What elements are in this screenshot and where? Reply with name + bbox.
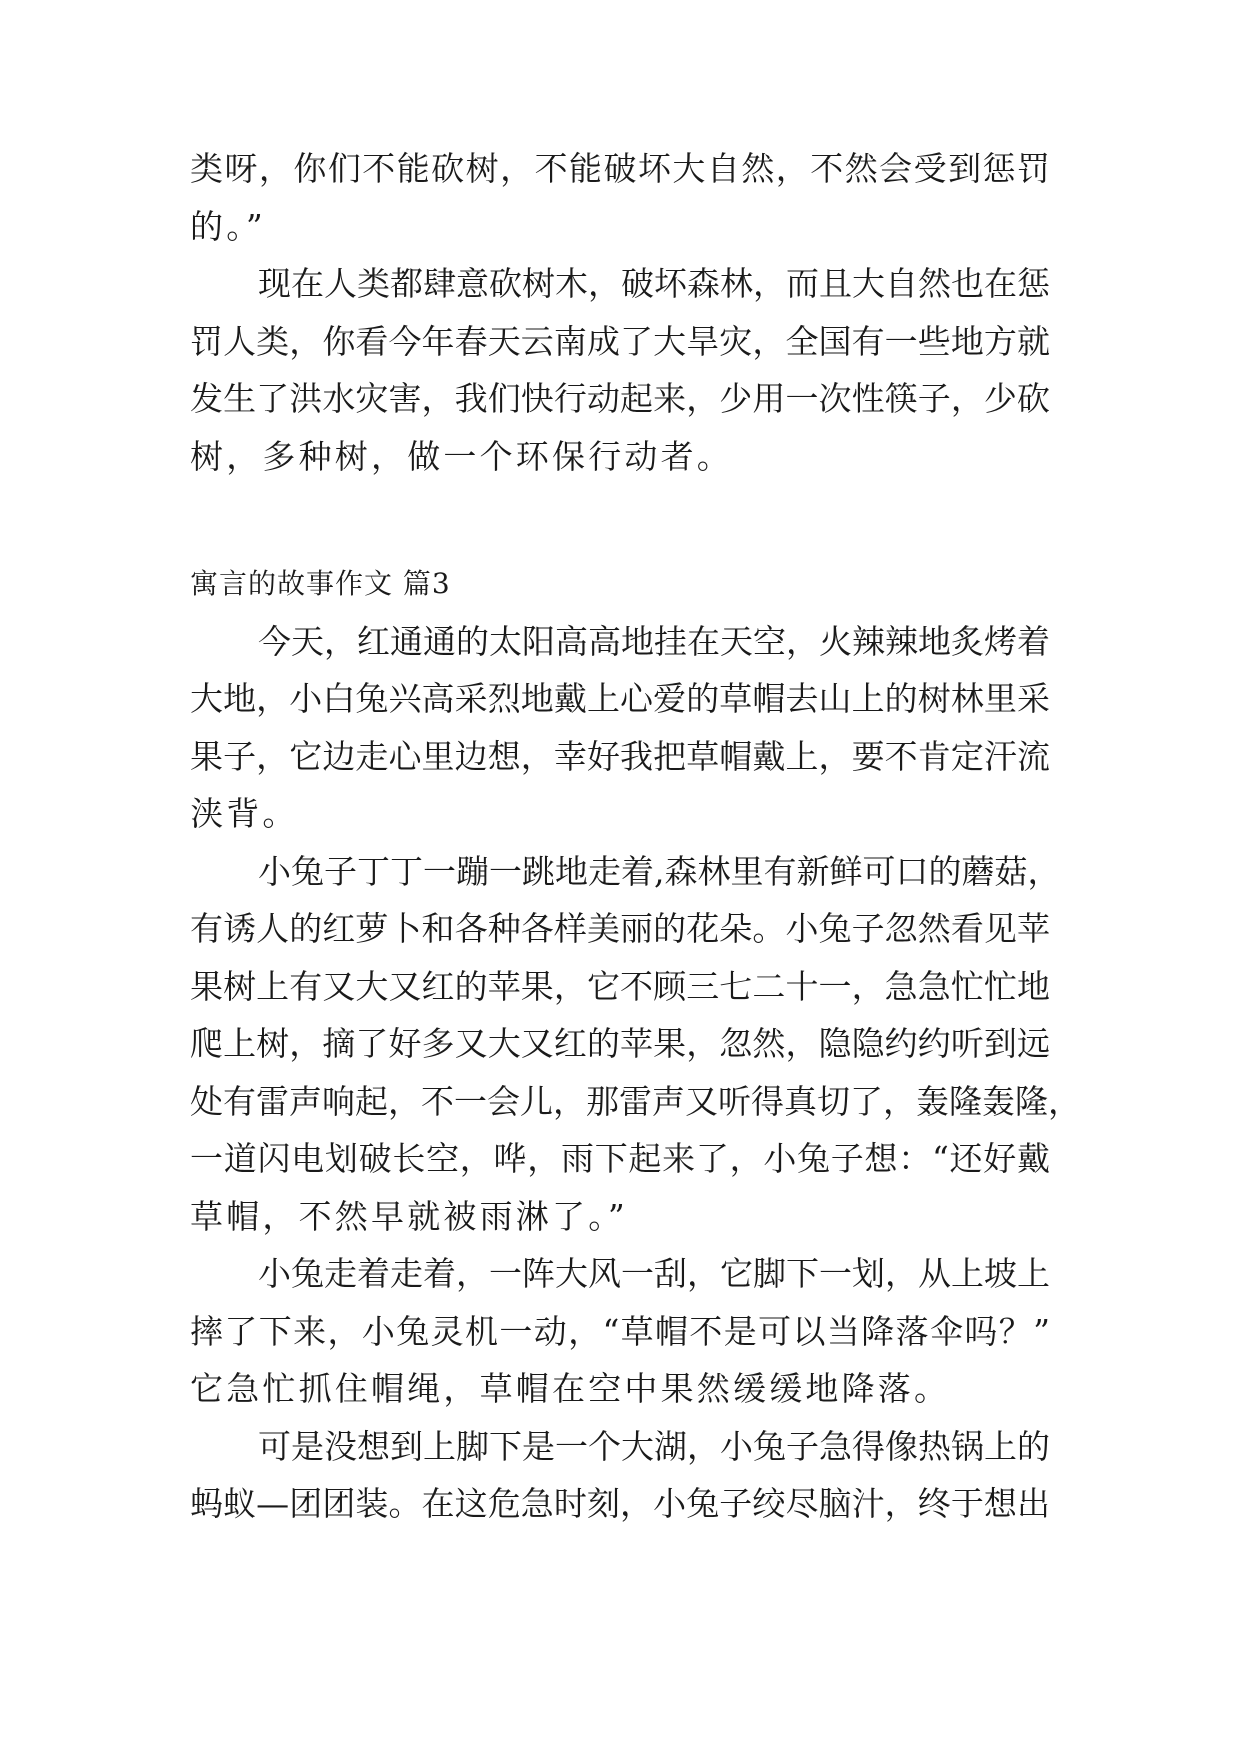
text-line: 草帽，不然早就被雨淋了。”: [190, 1196, 628, 1236]
text-line: 罚人类，你看今年春天云南成了大旱灾，全国有一些地方就: [190, 321, 1050, 361]
text-line: 一道闪电划破长空，哗，雨下起来了，小兔子想：“还好戴: [190, 1139, 1050, 1178]
text-line: 果树上有又大又红的苹果，它不顾三七二十一，急急忙忙地: [190, 966, 1050, 1006]
paragraph-2: [190, 255, 1050, 485]
paragraph-1: [190, 140, 1050, 255]
text-line: 发生了洪水灾害，我们快行动起来，少用一次性筷子，少砍: [190, 379, 1050, 418]
text-line: 大地，小白兔兴高采烈地戴上心爱的草帽去山上的树林里采: [190, 679, 1050, 718]
text-line: 今天，红通通的太阳高高地挂在天空，火辣辣地炙烤着: [258, 621, 1050, 661]
text-line: 爬上树，摘了好多又大又红的苹果，忽然，隐隐约约听到远: [190, 1024, 1050, 1063]
text-line: 类呀，你们不能砍树，不能破坏大自然，不然会受到惩罚: [190, 149, 1050, 188]
section-gap: [190, 485, 1050, 555]
text-line: 浃背。: [190, 794, 299, 833]
text-line: 它急忙抓住帽绳，草帽在空中果然缓缓地降落。: [190, 1369, 951, 1408]
text-line: 处有雷声响起，不一会儿，那雷声又听得真切了，轰隆轰隆，: [190, 1081, 1081, 1121]
text-line: 果子，它边走心里边想，幸好我把草帽戴上，要不肯定汗流: [190, 736, 1050, 776]
paragraph-4: [190, 843, 1081, 1246]
text-line: 摔了下来，小兔灵机一动，“草帽不是可以当降落伞吗？”: [190, 1311, 1050, 1351]
text-line: 小兔子丁丁一蹦一跳地走着,森林里有新鲜可口的蘑菇，: [258, 851, 1061, 891]
text-line: 有诱人的红萝卜和各种各样美丽的花朵。小兔子忽然看见苹: [190, 909, 1050, 948]
text-line: 蚂蚁—团团装。在这危急时刻，小兔子绞尽脑汁，终于想出: [190, 1484, 1050, 1523]
text-line: 小兔走着走着，一阵大风一刮，它脚下一划，从上坡上: [258, 1254, 1050, 1293]
document-page: [190, 140, 1081, 1533]
text-line: 现在人类都肆意砍树木，破坏森林，而且大自然也在惩: [258, 264, 1050, 303]
text-line: 的。”: [190, 206, 266, 246]
paragraph-5: [190, 1245, 1050, 1418]
text-line: 可是没想到上脚下是一个大湖，小兔子急得像热锅上的: [258, 1426, 1050, 1466]
text-line: 树，多种树，做一个环保行动者。: [190, 436, 733, 476]
paragraph-6: [190, 1418, 1050, 1533]
paragraph-3: [190, 613, 1050, 843]
section-heading: 寓言的故事作文 篇3: [190, 567, 451, 600]
